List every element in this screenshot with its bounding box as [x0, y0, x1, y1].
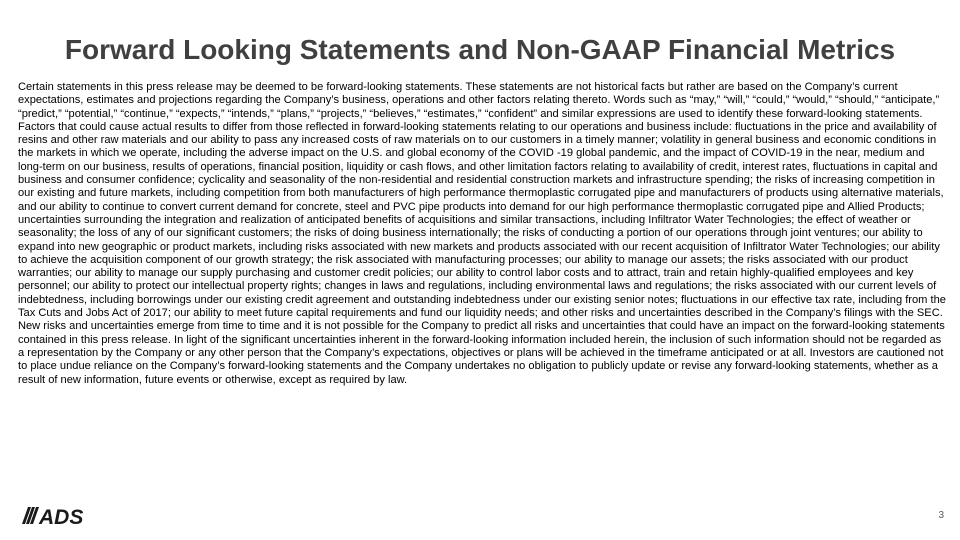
slide-title: Forward Looking Statements and Non-GAAP Financial Metrics	[64, 34, 896, 65]
ads-logo-icon	[22, 502, 92, 528]
forward-looking-statement-text: Certain statements in this press release may be deemed to be forward-looking statements. These statements are not historical facts but rather are based on the Company’s current expectations, estimates and projections regarding the Company’s business, operations and other factors relating thereto. Words such as “may,” “will,” “could,” “would,” “should,” “anticipate,” “predict,” “potential,” “continue,” “expects,” “intends,” “plans,” “projects,” “believes,” “estimates,” “confident” and similar expressions are used to identify these forward-looking statements. Factors that could cause actual results to differ from those reflected in forward-looking statements relating to our operations and business include: fluctuations in the price and availability of resins and other raw materials and our ability to pass any increased costs of raw materials on to our customers in a timely manner; volatility in general business and economic conditions in the markets in which we operate, including the adverse impact on the U.S. and global economy of the COVID -19 global pandemic, and the impact of COVID-19 in the near, medium and long-term on our business, results of operations, financial position, liquidity or cash flows, and other limitation factors relating to availability of credit, interest rates, fluctuations in capital and business and consumer confidence; cyclicality and seasonality of the non-residential and residential construction markets and infrastructure spending; the risks of increasing competition in our existing and future markets, including competition from both manufacturers of high performance thermoplastic corrugated pipe and manufacturers of products using alternative materials, and our ability to continue to convert current demand for concrete, steel and PVC pipe products into demand for our high performance thermoplastic corrugated pipe and Allied Products; uncertainties surrounding the integration and realization of anticipated benefits of acquisitions and similar transactions, including Infiltrator Water Technologies; the effect of weather or seasonality; the loss of any of our significant customers; the risks of doing business internationally; the risks of conducting a portion of our operations through joint ventures; our ability to expand into new geographic or product markets, including risks associated with new markets and products associated with our recent acquisition of Infiltrator Water Technologies; our ability to achieve the acquisition component of our growth strategy; the risk associated with manufacturing processes; our ability to manage our assets; the risks associated with our product warranties; our ability to manage our supply purchasing and customer credit policies; our ability to control labor costs and to attract, train and retain highly-qualified employees and key personnel; our ability to protect our intellectual property rights; changes in laws and regulations, including environmental laws and regulations; the risks associated with our current levels of indebtedness, including borrowings under our existing credit agreement and outstanding indebtedness under our existing senior notes; fluctuations in our effective tax rate, including from the Tax Cuts and Jobs Act of 2017; our ability to meet future capital requirements and fund our liquidity needs; and other risks and uncertainties described in the Company’s filings with the SEC. New risks and uncertainties emerge from time to time and it is not possible for the Company to predict all risks and uncertainties that could have an impact on the forward-looking statements contained in this press release. In light of the significant uncertainties inherent in the forward-looking information included herein, the inclusion of such information should not be regarded as a representation by the Company or any other person that the Company’s expectations, objectives or plans will be achieved in the timeframe anticipated or at all. Investors are cautioned not to place undue reliance on the Company’s forward-looking statements and the Company undertakes no obligation to publicly update or revise any forward-looking statements, whether as a result of new information, future events or otherwise, except as required by law.	[18, 81, 946, 386]
page-number: 3	[938, 510, 944, 521]
logo-wordmark: ADS	[39, 506, 84, 528]
